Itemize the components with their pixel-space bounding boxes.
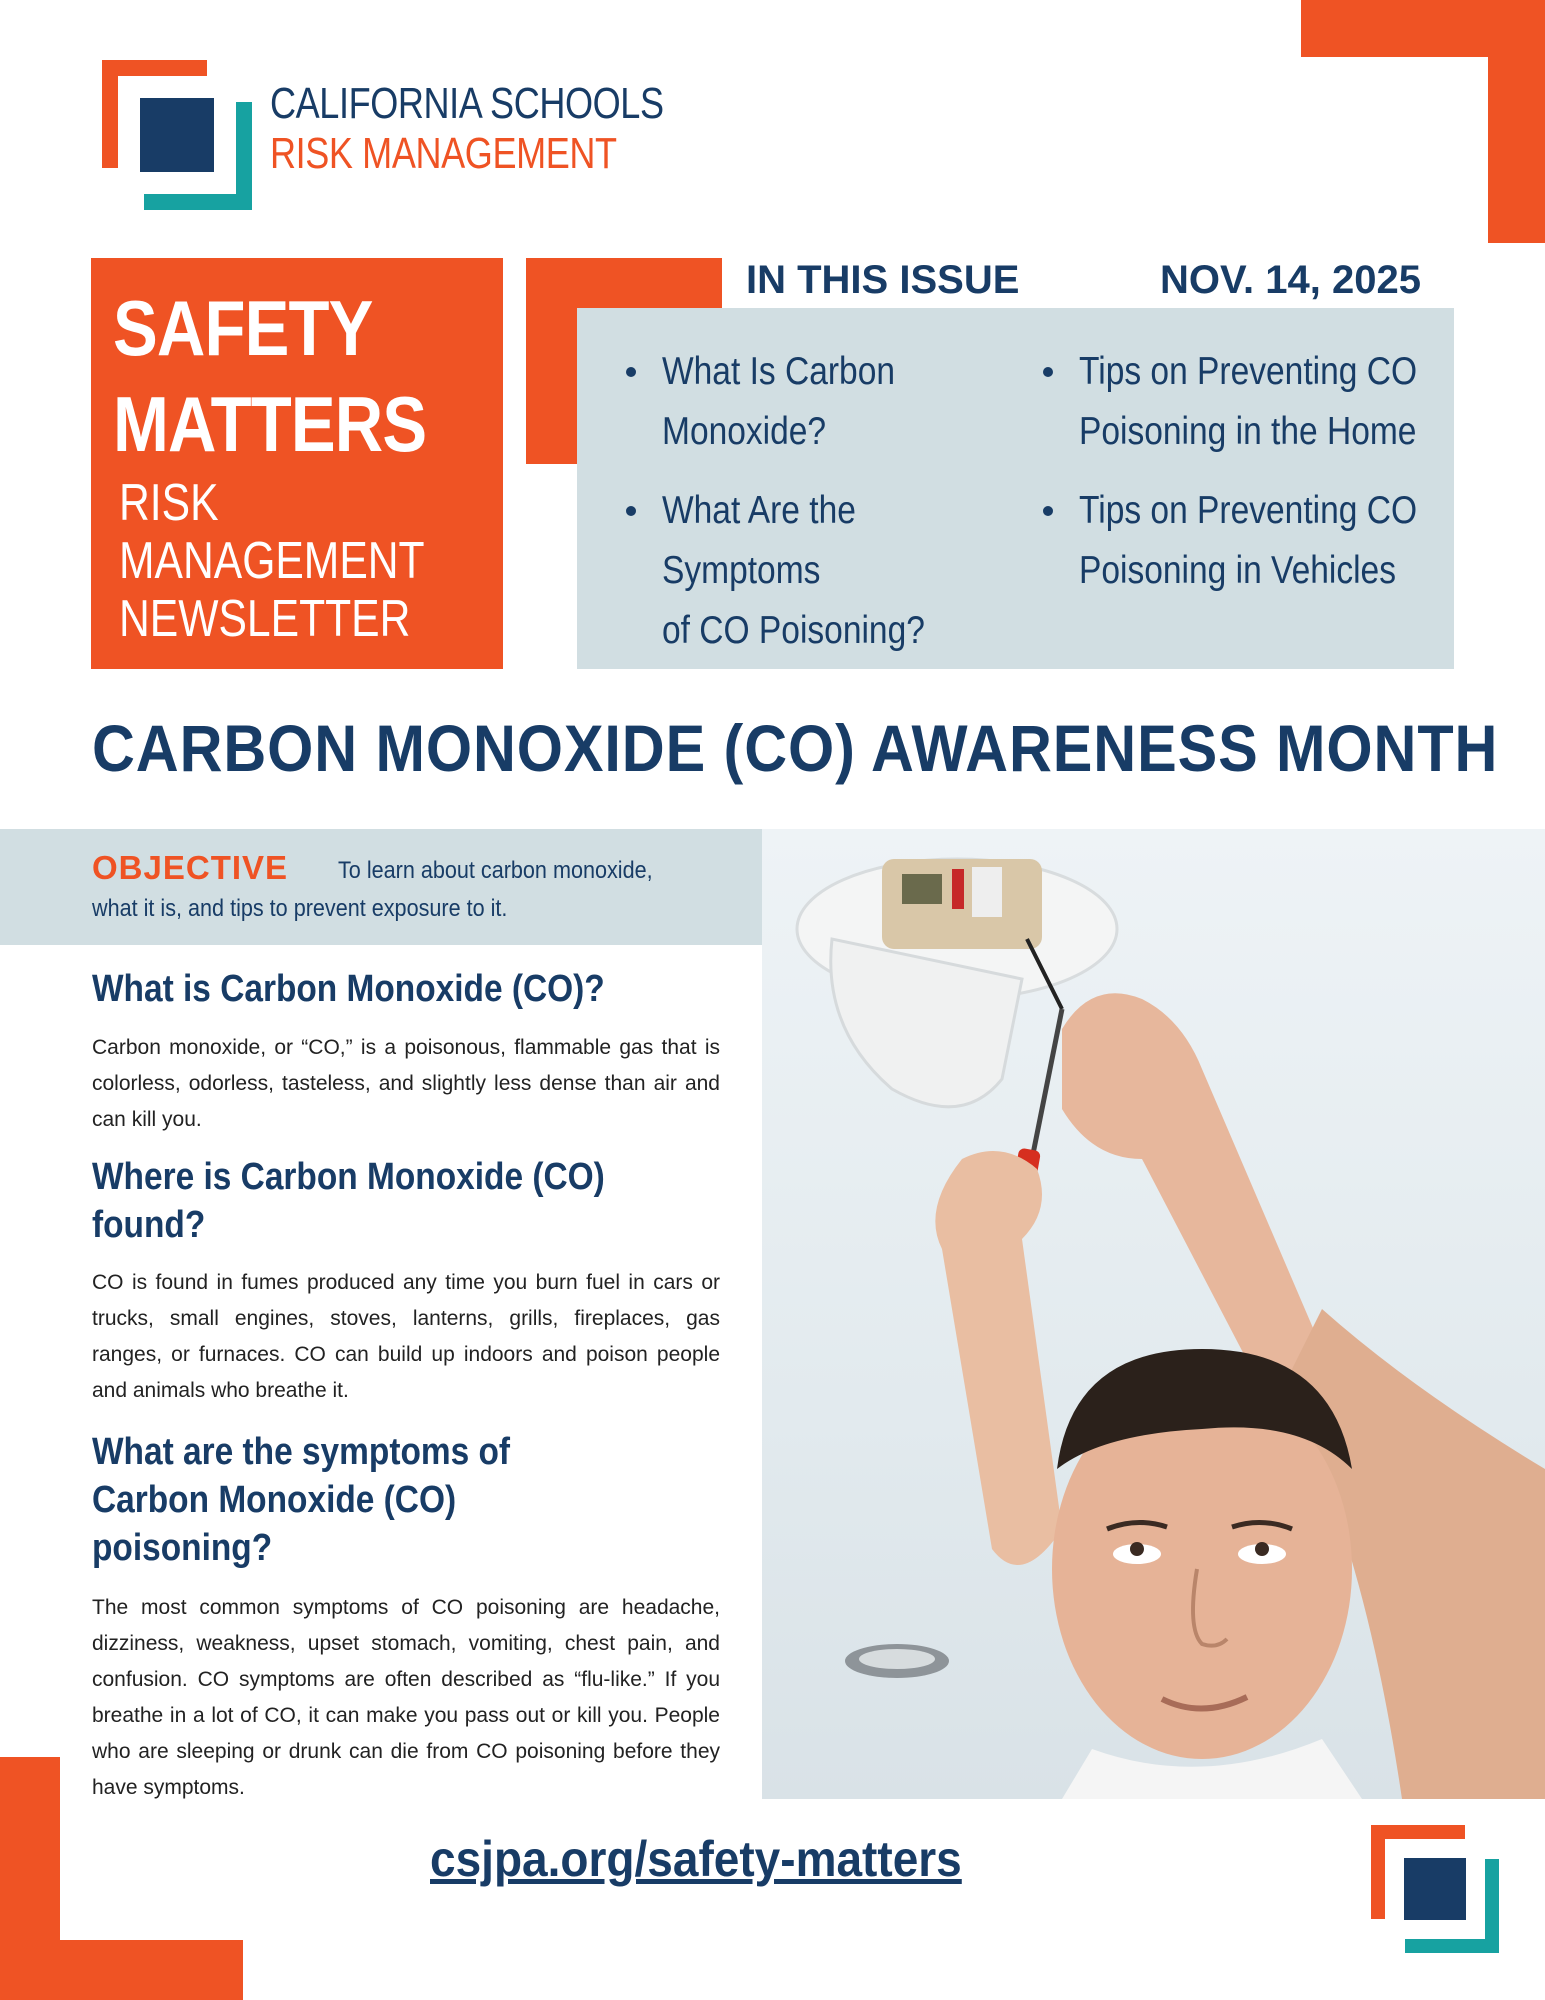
- section-body: The most common symptoms of CO poisoning are headache, dizziness, weakness, upset stomach, vomiting, chest pain, and confusion. CO symptoms are often described as “flu-like.” If you breathe in a lot of CO, it can make you pass out or kill you. People who are sleeping or drunk can die from CO poisoning before they have symptoms.: [92, 1596, 720, 1799]
- bullet-icon: [626, 367, 636, 377]
- masthead-title-line-2: MATTERS: [113, 380, 427, 468]
- section-heading-line: What is Carbon Monoxide (CO)?: [92, 968, 605, 1010]
- objective-text-line-2: what it is, and tips to prevent exposure to it.: [92, 895, 508, 922]
- bullet-icon: [1043, 506, 1053, 516]
- section-body: CO is found in fumes produced any time you burn fuel in cars or trucks, small engines, stoves, lanterns, grills, fireplaces, gas ranges, or furnaces. CO can build up indoors and poison people and animals who breathe it.: [92, 1271, 720, 1402]
- issue-accent-vertical: [526, 258, 577, 464]
- toc-item[interactable]: [662, 481, 1006, 661]
- toc-item-line: Monoxide?: [662, 410, 827, 453]
- section-heading-line: found?: [92, 1204, 206, 1246]
- section-heading-line: poisoning?: [92, 1527, 273, 1569]
- toc-item-line: Tips on Preventing CO: [1079, 489, 1418, 532]
- objective-band: [0, 829, 762, 945]
- footer-logo-mark: [1371, 1825, 1499, 1953]
- section-body: Carbon monoxide, or “CO,” is a poisonous, flammable gas that is colorless, odorless, tasteless, and slightly less dense than air and can kill you.: [92, 1036, 720, 1131]
- toc-item-line: Poisoning in the Home: [1079, 410, 1417, 453]
- masthead-title-line-1: SAFETY: [113, 284, 373, 372]
- toc-item-line: Tips on Preventing CO: [1079, 350, 1418, 393]
- section-heading-line: Carbon Monoxide (CO): [92, 1479, 457, 1521]
- toc-item[interactable]: [662, 342, 1006, 462]
- toc-item-line: What Is Carbon: [662, 350, 896, 393]
- masthead-subtitle: [119, 474, 425, 648]
- objective-label: OBJECTIVE: [92, 849, 289, 886]
- corner-bottom-left-horizontal: [0, 1940, 243, 2000]
- section-heading: [92, 1153, 708, 1249]
- objective-text-line-1: To learn about carbon monoxide,: [338, 857, 653, 884]
- toc-item-line: Poisoning in Vehicles: [1079, 549, 1396, 592]
- section-heading-line: What are the symptoms of: [92, 1431, 511, 1473]
- footer-url-link[interactable]: csjpa.org/safety-matters: [430, 1831, 962, 1887]
- section-heading: [92, 1428, 708, 1572]
- masthead-box: [91, 258, 503, 669]
- brand-name: [270, 79, 750, 178]
- photo-man-installing-co-detector: [762, 829, 1545, 1799]
- toc-item-line: of CO Poisoning?: [662, 609, 925, 652]
- masthead-subtitle-line-2: MANAGEMENT: [119, 532, 425, 590]
- corner-top-right-vertical: [1488, 0, 1545, 243]
- bullet-icon: [626, 506, 636, 516]
- masthead-subtitle-line-3: NEWSLETTER: [119, 590, 411, 648]
- issue-contents-panel: [577, 308, 1454, 669]
- toc-item[interactable]: [1079, 481, 1423, 601]
- section-heading: [92, 965, 708, 1013]
- issue-date: NOV. 14, 2025: [1160, 258, 1421, 302]
- bullet-icon: [1043, 367, 1053, 377]
- section-heading-line: Where is Carbon Monoxide (CO): [92, 1156, 605, 1198]
- photo-illustration: [762, 829, 1545, 1799]
- brand-line-1: CALIFORNIA SCHOOLS: [270, 79, 664, 128]
- issue-label: IN THIS ISSUE: [746, 258, 1020, 302]
- page-title: CARBON MONOXIDE (CO) AWARENESS MONTH: [92, 711, 1499, 785]
- brand-line-2: RISK MANAGEMENT: [270, 129, 617, 178]
- toc-item-line: What Are the Symptoms: [662, 489, 856, 592]
- toc-item[interactable]: [1079, 342, 1423, 462]
- masthead-subtitle-line-1: RISK: [119, 474, 219, 532]
- masthead-title: [113, 280, 426, 472]
- logo-mark: [102, 60, 252, 210]
